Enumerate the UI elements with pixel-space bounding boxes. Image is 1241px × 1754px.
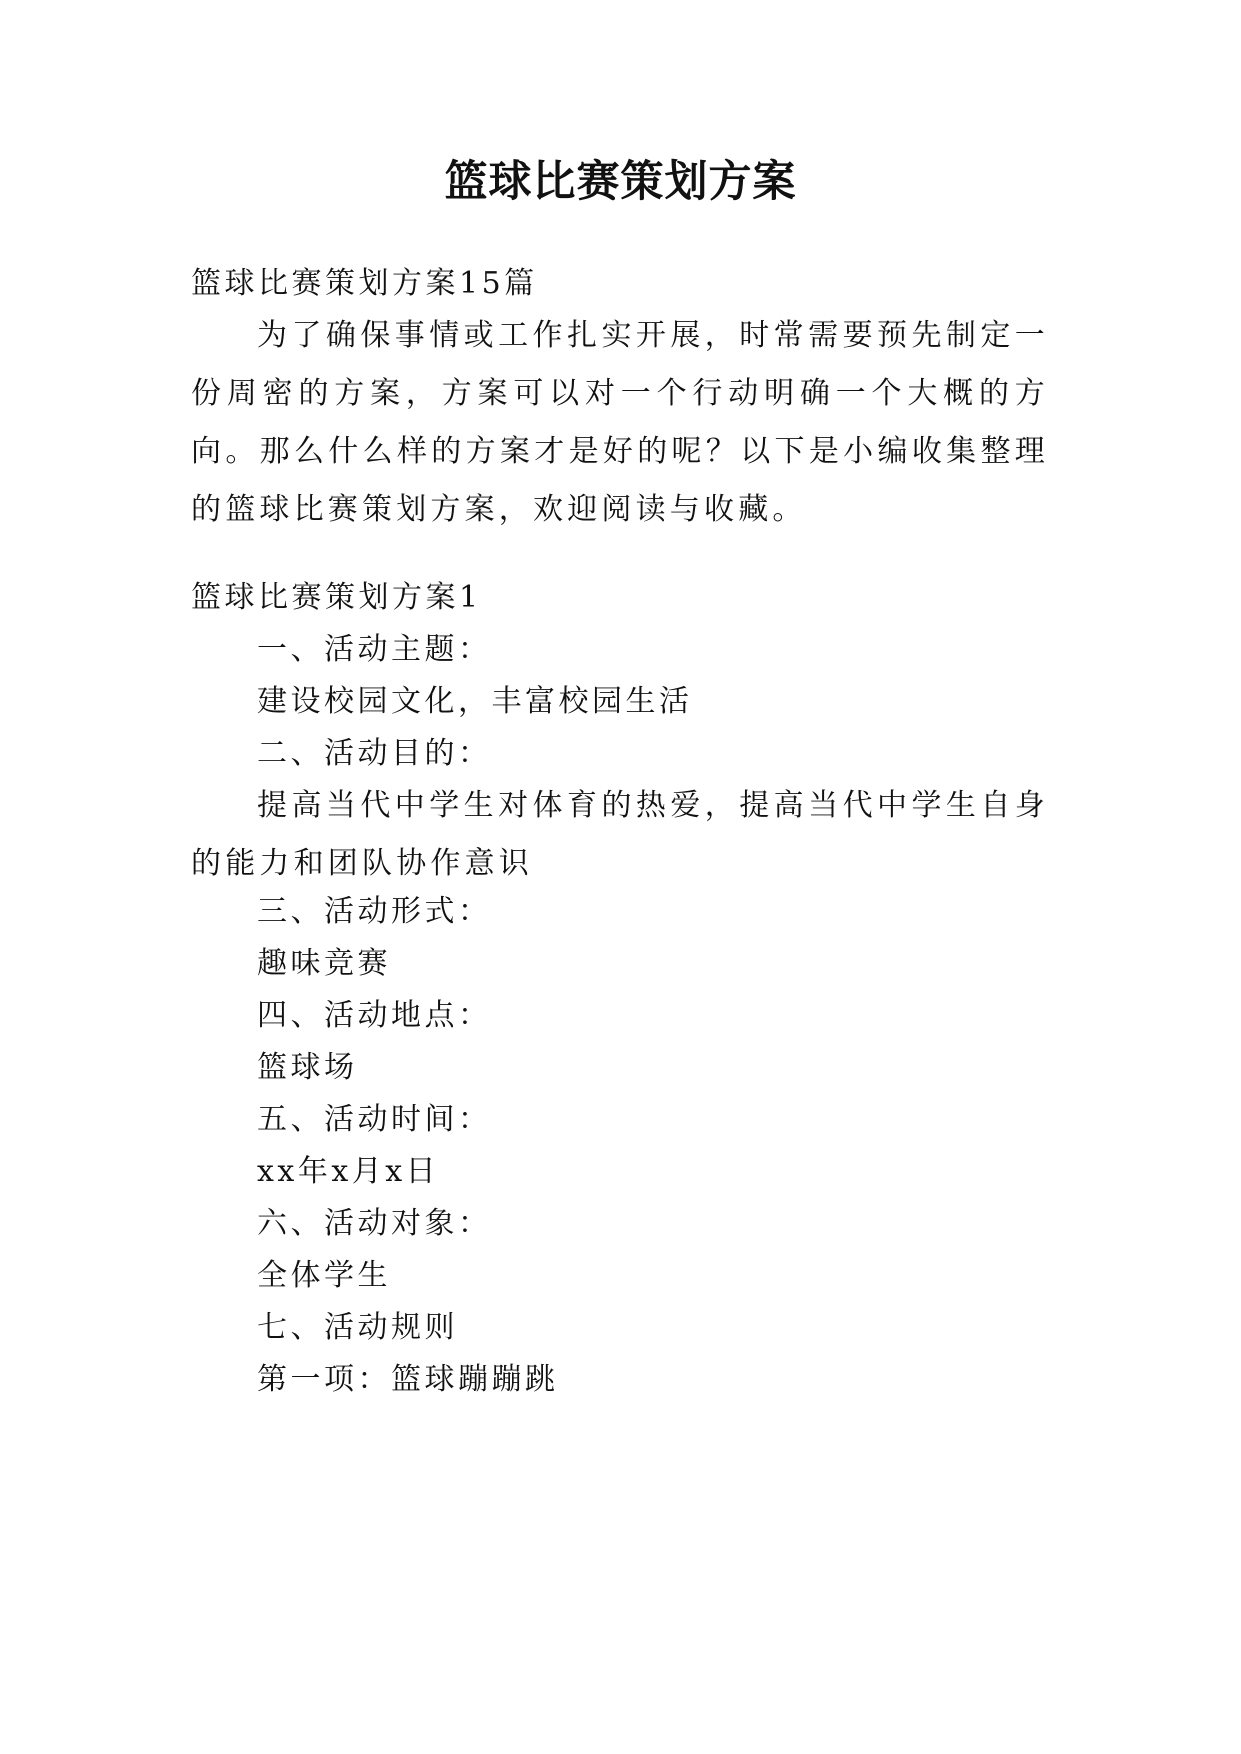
intro-paragraph: 为了确保事情或工作扎实开展，时常需要预先制定一份周密的方案，方案可以对一个行动明确一个大概的方向。那么什么样的方案才是好的呢？以下是小编收集整理的篮球比赛策划方案，欢迎阅读与收藏。 — [191, 318, 1049, 527]
item-audience-heading: 六、活动对象： — [257, 1206, 492, 1241]
section-heading: 篮球比赛策划方案1 — [191, 580, 482, 615]
item-time-content: xx年x月x日 — [257, 1154, 440, 1189]
item-purpose-heading: 二、活动目的： — [257, 736, 492, 771]
item-time-heading: 五、活动时间： — [257, 1102, 492, 1137]
document-title: 篮球比赛策划方案 — [444, 157, 797, 207]
purpose-paragraph: 提高当代中学生对体育的热爱，提高当代中学生自身的能力和团队协作意识 — [191, 788, 1049, 881]
item-theme-content: 建设校园文化，丰富校园生活 — [257, 684, 693, 719]
subtitle: 篮球比赛策划方案15篇 — [191, 266, 538, 301]
item-form-heading: 三、活动形式： — [257, 894, 492, 929]
item-audience-content: 全体学生 — [257, 1258, 391, 1293]
item-location-content: 篮球场 — [257, 1050, 358, 1085]
item-form-content: 趣味竞赛 — [257, 946, 391, 981]
item-rules-heading: 七、活动规则 — [257, 1310, 458, 1345]
item-rules-first: 第一项：篮球蹦蹦跳 — [257, 1362, 559, 1397]
item-location-heading: 四、活动地点： — [257, 998, 492, 1033]
item-theme-heading: 一、活动主题： — [257, 632, 492, 667]
